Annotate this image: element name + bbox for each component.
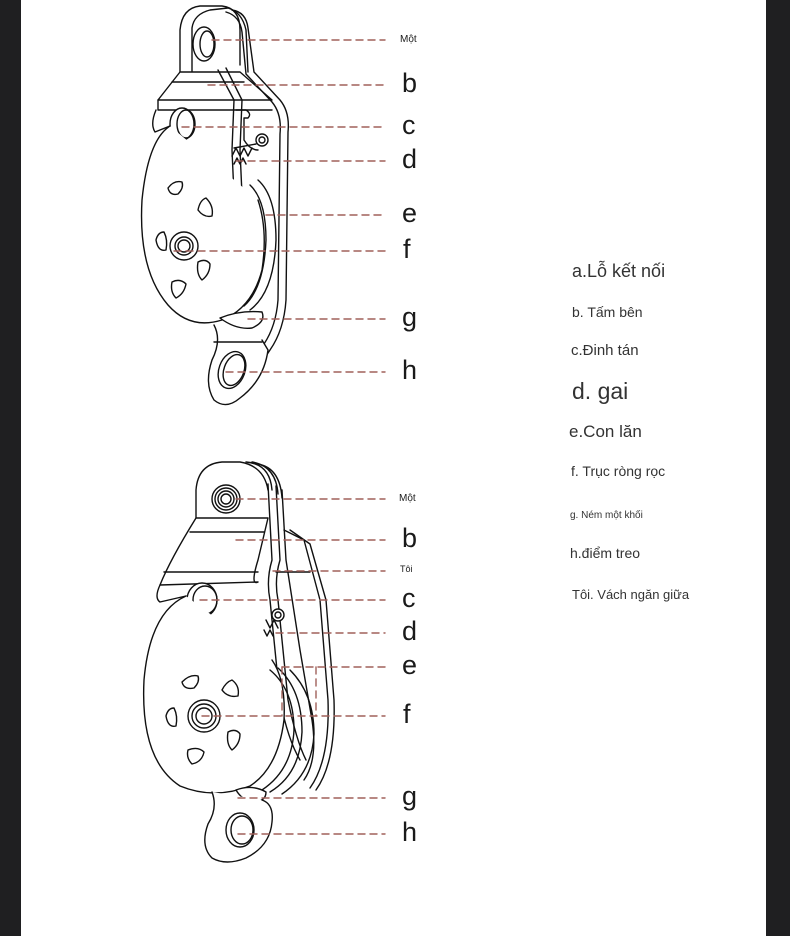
legend-item-b: b. Tấm bên [572,304,643,320]
callout-bottom-h: h [402,817,418,847]
callout-top-f: f [403,234,411,264]
callout-top-h: h [402,355,418,385]
legend-item-h: h.điểm treo [570,545,641,561]
legend-item-g: g. Ném một khối [570,510,643,521]
single-pulley-drawing [142,6,289,405]
callout-bottom-c: c [402,583,416,613]
callout-bottom-d: d [402,616,418,646]
callout-top-a: Một [400,34,417,45]
legend-item-e: e.Con lăn [569,422,642,441]
callout-bottom-f: f [403,699,411,729]
callout-bottom-e: e [402,650,418,680]
callout-top-g: g [402,302,418,332]
legend-item-a: a.Lỗ kết nối [572,261,666,281]
callout-top-b: b [402,68,418,98]
callout-bottom-g: g [402,781,418,811]
callout-bottom-b: b [402,523,418,553]
callout-bottom-a: Một [399,493,416,504]
legend-item-d: d. gai [572,378,629,404]
double-pulley-drawing [144,462,335,862]
legend-item-f: f. Trục ròng rọc [571,463,666,479]
callout-top-d: d [402,144,418,174]
callout-top-e: e [402,198,418,228]
legend-item-i: Tôi. Vách ngăn giữa [572,587,690,602]
legend-item-c: c.Đinh tán [571,342,639,359]
callout-top-c: c [402,110,416,140]
callout-bottom-i: Tôi [400,564,413,574]
